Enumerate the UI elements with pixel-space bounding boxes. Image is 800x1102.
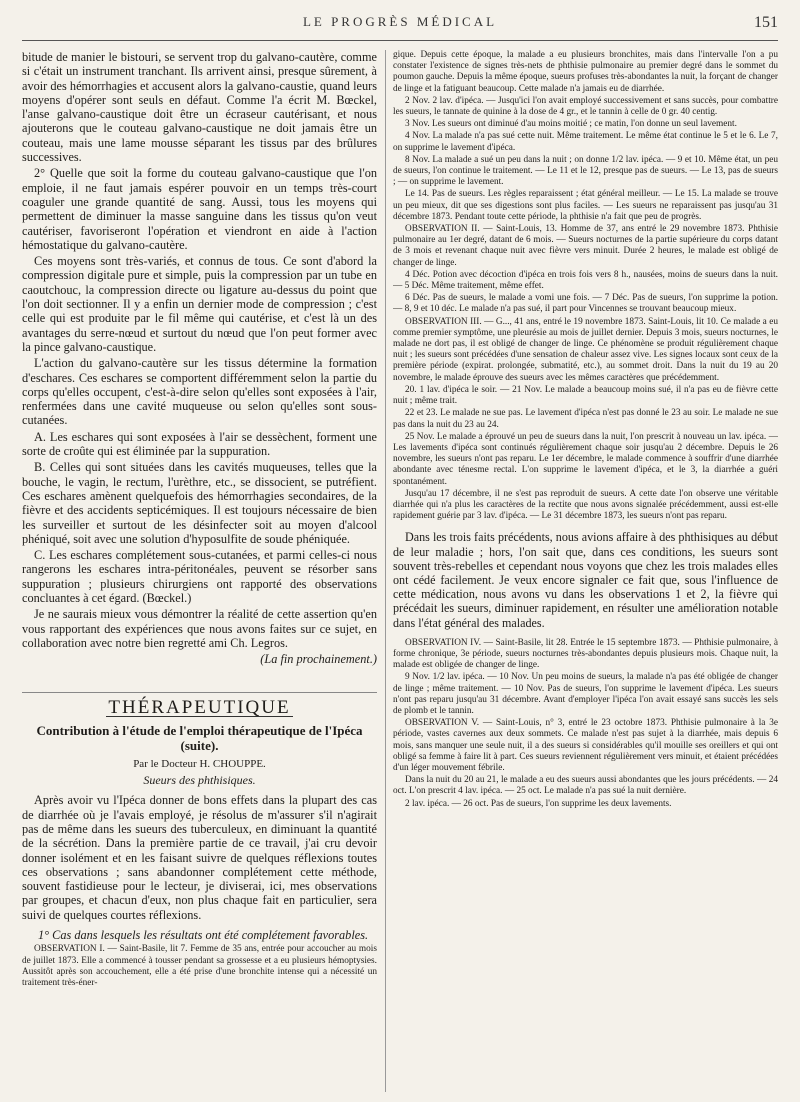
article-title: Contribution à l'étude de l'emploi thérapeutique de l'Ipéca (suite).	[36, 722, 363, 753]
paragraph: C. Les eschares complétement sous-cutanées, et parmi celles-ci nous rangerons les eschares intra-péritonéales, peuvent se résorber sans suppuration ; plusieurs chirurgiens ont rapporté des observations concluantes à cet égard. (Bœckel.)	[22, 548, 377, 605]
column-divider	[385, 50, 386, 1092]
paragraph: Après avoir vu l'Ipéca donner de bons effets dans la plupart des cas de diarrhée où je l'avais employé, je résolus de m'assurer s'il n'agirait pas de même dans les sueurs des tuberculeux, en diminuant la quantité de la sécrétion. Dans la première partie de ce travail, j'ai cru devoir donner isolément et en les faisant suivre de quelques réflexions toutes ces observations ; sans abandonner complétement cette méthode, souvent fastidieuse pour le lecteur, je diviserai, ici, mes observations par groupes, et chacun d'eux, non plus chaque fait en particulier, sera suivi de quelques courtes réflexions.	[22, 793, 377, 922]
paragraph: L'action du galvano-cautère sur les tissus détermine la formation d'eschares. Ces eschares se comportent différemment selon la partie du corps qu'elles occupent, c'est-à-dire selon qu'elles sont exposées à l'air, renfermées dans une cavité muqueuse ou selon qu'elles sont sous-cutanées.	[22, 356, 377, 428]
paragraph: 2 Nov. 2 lav. d'ipéca. — Jusqu'ici l'on avait employé successivement et sans succès, pour combattre les sueurs, le tannate de quinine à la dose de 4 gr., et le tannin à celle de 0 gr. 40 centig.	[393, 95, 778, 118]
paragraph: B. Celles qui sont situées dans les cavités muqueuses, telles que la bouche, le vagin, le rectum, l'urèthre, etc., se dissocient, se putréfient. Ces eschares amènent quelquefois des hémorrhagies secondaires, de la fièvre et des accidents septicémiques. Il est toujours nécessaire de bien les surveiller et surtout de les désinfecter soit au moyen d'alcool phéniqué, soit avec une solution d'hyposulfite de soude phéniquée.	[22, 460, 377, 546]
subsection-heading: 1° Cas dans lesquels les résultats ont été complétement favorables.	[38, 928, 369, 943]
paragraph: A. Les eschares qui sont exposées à l'air se dessèchent, forment une sorte de croûte qui est éliminée par la suppuration.	[22, 429, 377, 459]
page-number: 151	[754, 14, 778, 31]
section-title: THÉRAPEUTIQUE	[108, 697, 291, 719]
paragraph: 8 Nov. La malade a sué un peu dans la nuit ; on donne 1/2 lav. ipéca. — 9 et 10. Même état, un peu de sueurs, l'on continue le traitement. — Le 11 et le 12, presque pas de sueurs. — Le 13, pas de sueurs ; — on supprime le lavement.	[393, 154, 778, 188]
paragraph: 4 Nov. La malade n'a pas sué cette nuit. Même traitement. Le même état continue le 5 et le 6. Le 7, on supprime le lavement d'ipéca.	[393, 131, 778, 153]
article-author: Par le Docteur H. CHOUPPE.	[133, 757, 266, 770]
paragraph: Le 14. Pas de sueurs. Les règles reparaissent ; état général meilleur. — Le 15. La malade se trouve un peu mieux, dit que ses digestions sont plus faciles. — Les sueurs ne reparaissent pas jusqu'au 31 décembre 1873. Pendant toute cette période, la phthisie n'a fait que peu de progrès.	[393, 189, 778, 222]
paragraph: 6 Déc. Pas de sueurs, le malade a vomi une fois. — 7 Déc. Pas de sueurs, l'on supprime la potion. — 8, 9 et 10 déc. Le malade n'a pas sué, il part pour Vincennes se trouvant beaucoup mieux.	[393, 293, 778, 315]
observation-paragraph: OBSERVATION V. — Saint-Louis, n° 3, entré le 23 octobre 1873. Phthisie pulmonaire à la 3e période, vastes cavernes aux deux sommets. Ce malade n'est pas sujet à la diarrhée, mais depuis 6 mois, sans manquer une seule nuit, il a des sueurs si considérables qu'il mouille ses oreillers et qui ont obligé sa femme à faire lit à part. Ces sueurs reviennent régulièrement vers minuit, et étaient précédées d'un léger mouvement fébrile.	[393, 718, 778, 773]
paragraph: 25 Nov. Le malade a éprouvé un peu de sueurs dans la nuit, l'on prescrit à nouveau un lav. ipéca. — Les lavements d'ipéca sont continués régulièrement chaque soir jusqu'au 2 décembre. Depuis le 26 novembre, les sueurs n'ont pas reparu. Le 1er décembre, le malade commence à souffrir d'une diarrhée abondante avec ténesme rectal. L'on supprime le lavement d'ipéca, et le 3, la diarrhée a guéri spontanément.	[393, 431, 778, 487]
paragraph: 20. 1 lav. d'ipéca le soir. — 21 Nov. Le malade a beaucoup moins sué, il n'a pas eu de fièvre cette nuit ; même trait.	[393, 384, 778, 407]
paragraph: Ces moyens sont très-variés, et connus de tous. Ce sont d'abord la compression digitale pure et simple, puis la compression par un tube en caoutchouc, la compression directe ou ligature au-dessus du point que l'on doit sectionner. Il y a enfin un dernier mode de compression ; c'est celle qui est produite par le fil même qui cautérise, et c'est là un des avantages du serre-nœud et surtout du nœud que l'on peut former avec la pince galvano-caustique.	[22, 254, 377, 354]
paragraph: 9 Nov. 1/2 lav. ipéca. — 10 Nov. Un peu moins de sueurs, la malade n'a pas été obligée de changer de linge ; même traitement. — 10 Nov. Pas de sueurs, l'on supprime le lavement d'ipéca. Les sueurs n'ont pas reparu jusqu'au 31 décembre. Avant d'employer l'ipéca l'on avait essayé sans succès les sels de plomb et le tannin.	[393, 672, 778, 716]
paragraph: 22 et 23. Le malade ne sue pas. Le lavement d'ipéca n'est pas donné le 23 au soir. Le malade ne sue pas dans la nuit du 23 au 24.	[393, 408, 778, 430]
paragraph: Je ne saurais mieux vous démontrer la réalité de cette assertion qu'en vous rapportant des expériences que nous avons faites sur ce sujet, en collaboration avec notre bien regretté ami Ch. Legros.	[22, 607, 377, 650]
paragraph: 2° Quelle que soit la forme du couteau galvano-caustique que l'on emploie, il ne faut jamais espérer pouvoir en un temps très-court coaguler une grande quantité de sang. Aussi, tous les moyens qui permettent de diminuer la masse sanguine dans les tissus qu'on veut cautériser, favoriseront l'opération et viendront en aide à l'action hémostatique du galvano-cautère.	[22, 166, 377, 252]
left-column	[22, 50, 377, 1092]
commentary-paragraph: Dans les trois faits précédents, nous avions affaire à des phthisiques au début de leur maladie ; hors, l'on sait que, dans ces conditions, les sueurs sont souvent très-rebelles et cependant nous voyons que chez les trois malades elles ont cédé facilement. Je veux encore signaler ce fait que, sous l'influence de cette médication, nous avons vu dans les observations 1 et 2, la fièvre qui précédait les sueurs, diminuer rapidement, en résulter une amélioration notable dans l'état général des malades.	[393, 530, 778, 630]
article-subtitle: Sueurs des phthisiques.	[143, 773, 256, 788]
observation-paragraph: OBSERVATION IV. — Saint-Basile, lit 28. Entrée le 15 septembre 1873. — Phthisie pulmonaire, à forme chronique, 3e période, sueurs nocturnes très-abondantes depuis plusieurs mois. Chaque nuit, la malade est obligée de changer de linge.	[393, 637, 778, 671]
paragraph: gique. Depuis cette époque, la malade a eu plusieurs bronchites, mais dans l'intervalle l'on a pu constater l'existence de signes très-nets de phthisie pulmonaire au premier degré dans le sommet du poumon gauche. Depuis la même époque, sueurs profuses très-abondantes la nuit, la forçant de changer de linge et la fatiguant beaucoup. Cette malade n'a jamais eu de diarrhée.	[393, 50, 778, 94]
paragraph: Jusqu'au 17 décembre, il ne s'est pas reproduit de sueurs. A cette date l'on observe une véritable diarrhée qui n'a plus les caractères de la rectite que nous avons signalée précédemment, aussi est-elle rapidement guérie par 3 lav. d'ipéca. — Le 31 décembre 1873, les sueurs n'ont pas reparu.	[393, 488, 778, 522]
paragraph: 3 Nov. Les sueurs ont diminué d'au moins moitié ; ce matin, l'on donne un seul lavement.	[405, 119, 737, 130]
right-column	[393, 50, 778, 1092]
journal-title: LE PROGRÈS MÉDICAL	[302, 14, 498, 29]
paragraph: bitude de manier le bistouri, se servent trop du galvano-cautère, comme si c'était un instrument tranchant. Ils arrivent ainsi, presque sûrement, à avoir des hémorrhagies et accusent alors la galvano-caustie, quand leurs moyens d'opérer sont seuls en défaut. Comme l'a écrit M. Bœckel, l'anse galvano-caustique doit être un écraseur cautérisant, et nous ajouterons que le couteau galvano-caustique ne doit jamais être un couteau, mais une lame mousse séparant les tissus par des brûlures successives.	[22, 50, 377, 165]
observation-paragraph: OBSERVATION II. — Saint-Louis, 13. Homme de 37, ans entré le 29 novembre 1873. Phthisie pulmonaire au 1er degré, datant de 6 mois. — Sueurs nocturnes de la partie supérieure du corps datant de 3 mois et revenant chaque nuit avec fièvre vers minuit. Durée 2 heures, le malade est obligé de changer de linge.	[393, 224, 778, 268]
paragraph: Dans la nuit du 20 au 21, le malade a eu des sueurs aussi abondantes que les jours précédents. — 24 oct. L'on prescrit 4 lav. ipéca. — 25 oct. Le malade n'a pas sué la nuit dernière.	[393, 775, 778, 797]
paragraph: 4 Déc. Potion avec décoction d'ipéca en trois fois vers 8 h., nausées, moins de sueurs dans la nuit. — 5 Déc. Même traitement, même effet.	[393, 269, 778, 292]
continued-note: (La fin prochainement.)	[260, 652, 377, 667]
paragraph: 2 lav. ipéca. — 26 oct. Pas de sueurs, l'on supprime les deux lavements.	[405, 798, 672, 809]
observation-paragraph: OBSERVATION III. — G..., 41 ans, entré le 19 novembre 1873. Saint-Louis, lit 10. Ce malade a eu comme premier symptôme, une pleurésie au mois de juillet dernier. Depuis 3 mois, sueurs nocturnes, le malade ne dort pas, il est obligé de changer de linge. Ce phénomène se produit régulièrement chaque nuit ; les sueurs sont précédées d'une sensation de chaleur assez vive. Les signes locaux sont ceux de la première période (expirat. prolongée, submatité, etc.), au sommet droit. Dans la nuit du 19 au 20 novembre, le malade éprouve des sueurs avec les mêmes caractères que précédemment.	[393, 316, 778, 383]
section-heading	[22, 692, 377, 719]
running-header	[22, 14, 778, 41]
observation-paragraph: OBSERVATION I. — Saint-Basile, lit 7. Femme de 35 ans, entrée pour accoucher au mois de juillet 1873. Elle a commencé à tousser pendant sa grossesse et a eu plusieurs hémoptysies. Aussitôt après son accouchement, elle a été prise d'une bronchite intense qui a nécessité un traitement très-éner-	[22, 944, 377, 988]
